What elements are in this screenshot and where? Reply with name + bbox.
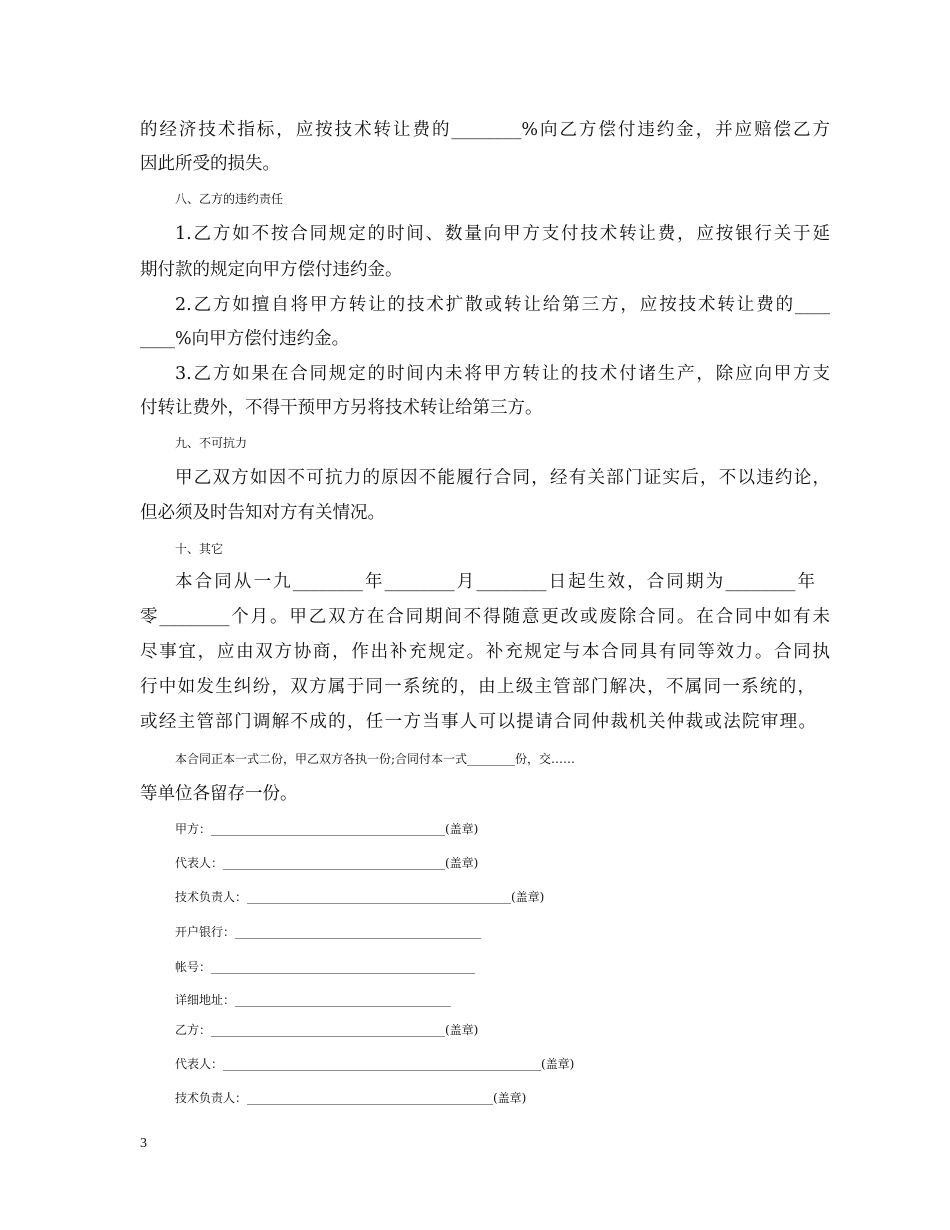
paragraph-line: 本合同正本一式二份，甲乙双方各执一份;合同付本一式________份，交……	[175, 752, 576, 766]
paragraph-line: 或经主管部门调解不成的，任一方当事人可以提请合同仲裁机关仲裁或法院审理。	[140, 712, 816, 732]
paragraph-line: 零________个月。甲乙双方在合同期间不得随意更改或废除合同。在合同中如有未	[140, 607, 830, 627]
section-heading: 九、不可抗力	[175, 436, 248, 450]
field-address: 详细地址：____________________________________	[175, 993, 452, 1007]
paragraph-line: 因此所受的损失。	[140, 154, 280, 174]
paragraph-line: 2.乙方如擅自将甲方转让的技术扩散或转让给第三方，应按技术转让费的____	[175, 295, 830, 315]
paragraph-line: 本合同从一九________年________月________日起生效，合同期为________年	[175, 572, 815, 592]
signature-field-representative: 代表人：_____________________________________(盖章)	[175, 856, 479, 870]
paragraph-line: 等单位各留存一份。	[140, 784, 298, 804]
paragraph-line: 甲乙双方如因不可抗力的原因不能履行合同，经有关部门证实后，不以违约论，	[175, 468, 830, 488]
signature-field-party-b: 乙方：_______________________________________(盖章)	[175, 1023, 479, 1037]
paragraph-line: 3.乙方如果在合同规定的时间内未将甲方转让的技术付诸生产，除应向甲方支	[175, 364, 830, 384]
paragraph-line: 尽事宜，应由双方协商，作出补充规定。补充规定与本合同具有同等效力。合同执	[140, 642, 830, 662]
signature-field-tech-lead: 技术负责人：_________________________________________(盖章)	[175, 1091, 527, 1105]
paragraph-line: 行中如发生纠纷，双方属于同一系统的，由上级主管部门解决，不属同一系统的，	[140, 677, 815, 697]
field-account: 帐号：____________________________________________	[175, 960, 476, 974]
page-number: 3	[140, 1136, 147, 1151]
signature-field-representative: 代表人：_____________________________________________________(盖章)	[175, 1057, 575, 1071]
paragraph-line: 但必须及时告知对方有关情况。	[140, 503, 385, 523]
section-heading: 八、乙方的违约责任	[175, 192, 284, 206]
signature-field-tech-lead: 技术负责人：____________________________________________(盖章)	[175, 890, 545, 904]
field-bank: 开户银行：_________________________________________	[175, 925, 482, 939]
signature-field-party-a: 甲方：_______________________________________(盖章)	[175, 822, 479, 836]
paragraph-line: ____%向甲方偿付违约金。	[140, 329, 350, 349]
paragraph-line: 1.乙方如不按合同规定的时间、数量向甲方支付技术转让费，应按银行关于延	[175, 224, 830, 244]
paragraph-line: 的经济技术指标，应按技术转让费的________%向乙方偿付违约金，并应赔偿乙方	[140, 120, 830, 140]
paragraph-line: 期付款的规定向甲方偿付违约金。	[140, 260, 403, 280]
section-heading: 十、其它	[175, 542, 224, 556]
paragraph-line: 付转让费外，不得干预甲方另将技术转让给第三方。	[140, 398, 543, 418]
